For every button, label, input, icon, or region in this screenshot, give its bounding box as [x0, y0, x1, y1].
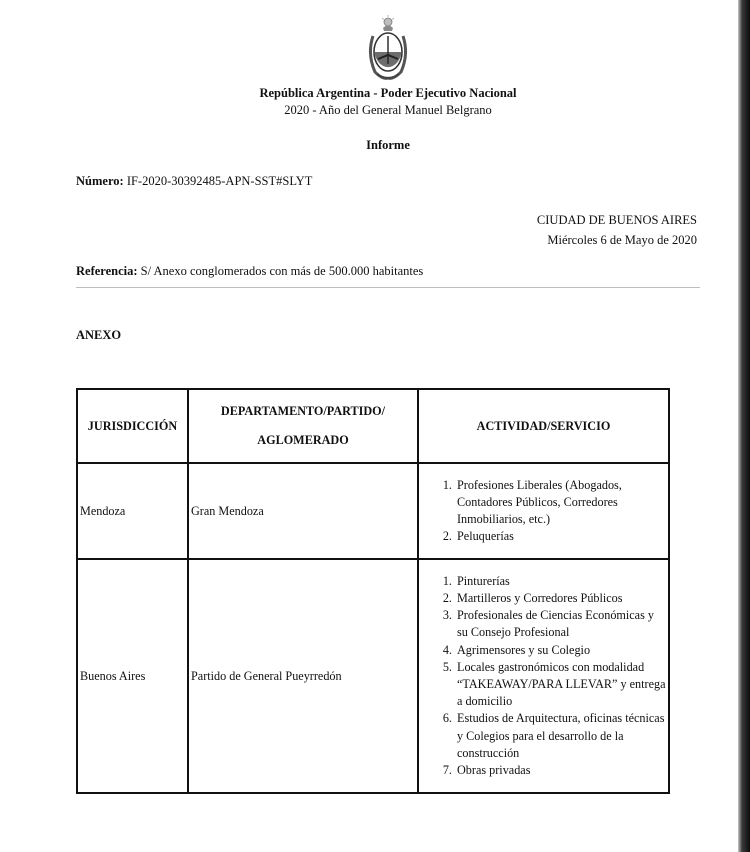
date: Miércoles 6 de Mayo de 2020 — [547, 233, 697, 247]
activity-item: 5. Locales gastronómicos con modalidad “TAKEAWAY/PARA LLEVAR” y entrega a domicilio — [455, 659, 666, 711]
document-type: Informe — [366, 138, 410, 152]
year-motto: 2020 - Año del General Manuel Belgrano — [284, 103, 492, 117]
table-row — [77, 559, 669, 793]
activity-item: 2. Martilleros y Corredores Públicos — [455, 590, 666, 607]
page-edge-shadow — [738, 0, 750, 852]
city: CIUDAD DE BUENOS AIRES — [536, 213, 697, 227]
cell-actividades — [418, 559, 669, 793]
header-departamento — [188, 389, 418, 463]
numero-value: IF-2020-30392485-APN-SST#SLYT — [126, 174, 313, 188]
header-jurisdiccion: JURISDICCIÓN — [77, 389, 188, 463]
cell-departamento: Partido de General Pueyrredón — [188, 559, 418, 793]
activity-item: 2. Peluquerías — [455, 528, 666, 545]
activity-item: 6. Estudios de Arquitectura, oficinas técnicas y Colegios para el desarrollo de la construcción — [455, 710, 666, 762]
activity-list — [421, 477, 666, 546]
annex-title: ANEXO — [76, 328, 122, 342]
reference — [76, 264, 423, 279]
cell-actividades — [418, 463, 669, 559]
header-actividad: ACTIVIDAD/SERVICIO — [418, 389, 669, 463]
table-header-row — [77, 389, 669, 463]
referencia-value: S/ Anexo conglomerados con más de 500.000 habitantes — [140, 264, 424, 278]
activity-item: 1. Profesiones Liberales (Abogados, Contadores Públicos, Corredores Inmobiliarios, etc.) — [455, 477, 666, 529]
annex-table — [76, 388, 670, 794]
cell-jurisdiccion: Buenos Aires — [77, 559, 188, 793]
activity-item: 1. Pinturerías — [455, 573, 666, 590]
activity-list — [421, 573, 666, 779]
table-row — [77, 463, 669, 559]
referencia-label: Referencia: — [76, 264, 138, 278]
activity-item: 7. Obras privadas — [455, 762, 666, 779]
activity-item: 3. Profesionales de Ciencias Económicas y su Consejo Profesional — [455, 607, 666, 641]
header-departamento-line2: AGLOMERADO — [257, 433, 349, 447]
document-number — [76, 174, 312, 189]
argentina-coat-of-arms-icon — [363, 14, 413, 84]
cell-jurisdiccion: Mendoza — [77, 463, 188, 559]
activity-item: 4. Agrimensores y su Colegio — [455, 642, 666, 659]
header-departamento-line1: DEPARTAMENTO/PARTIDO/ — [220, 404, 386, 418]
issuer-heading: República Argentina - Poder Ejecutivo Nacional — [259, 86, 517, 100]
place-and-date — [537, 210, 697, 250]
numero-label: Número: — [76, 174, 124, 188]
divider — [76, 287, 700, 288]
cell-departamento: Gran Mendoza — [188, 463, 418, 559]
